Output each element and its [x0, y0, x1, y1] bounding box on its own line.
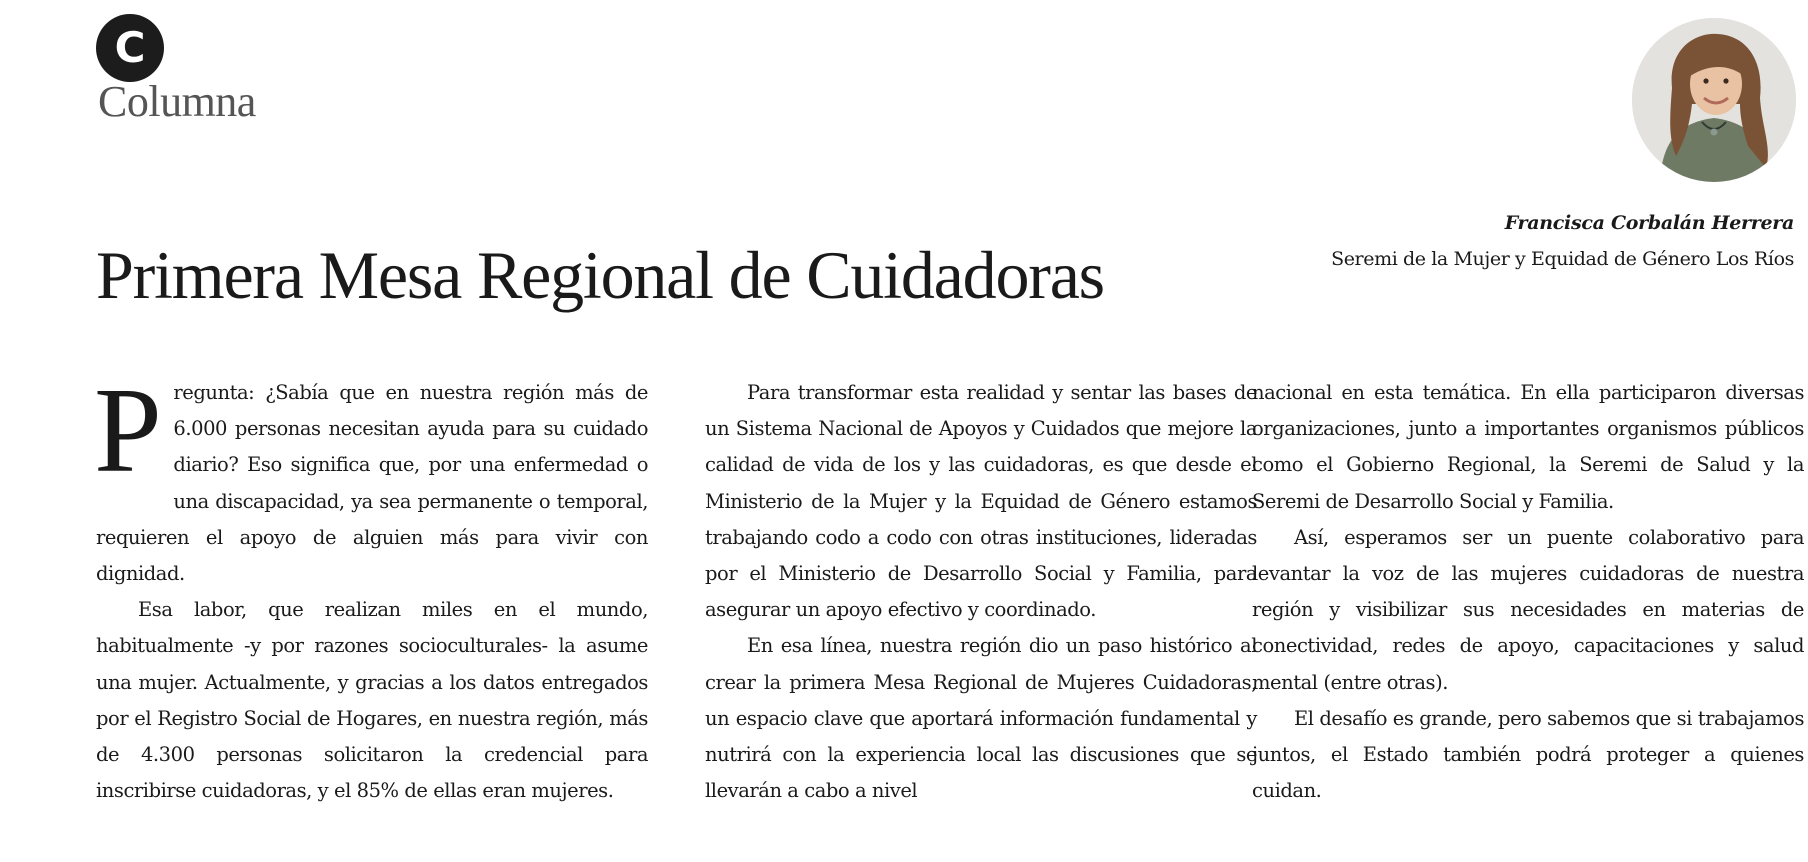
- author-name: Francisca Corbalán Herrera: [1504, 212, 1794, 234]
- article-paragraph: nacional en esta temática. En ella participaron diversas organizaciones, junto a importantes organismos públicos como el Gobierno Regional, la Seremi de Salud y la Seremi de Desarrollo Social y Familia.: [1252, 381, 1804, 513]
- section-label: Columna: [98, 77, 256, 126]
- headline: Primera Mesa Regional de Cuidadoras: [96, 237, 1104, 313]
- section-badge: C: [96, 14, 164, 82]
- article-column-3: [1252, 375, 1804, 809]
- article-paragraph: [94, 363, 648, 592]
- article-paragraph: Esa labor, que realizan miles en el mundo, habitualmente -y por razones socioculturales- la asume una mujer. Actualmente, y gracias a los datos entregados por el Registro Social de Hogares, en nuestra región, más de 4.300 personas solicitaron la credencial para inscribirse cuidadoras, y el 85% de ellas eran mujeres.: [96, 598, 648, 803]
- article-column-1: [94, 363, 648, 809]
- article-paragraph: En esa línea, nuestra región dio un paso histórico al crear la primera Mesa Regional de Mujeres Cuidadoras, un espacio clave que aportará información fundamental y nutrirá con la experiencia local las discusiones que se llevarán a cabo a nivel: [705, 634, 1257, 803]
- drop-cap: P: [94, 363, 162, 498]
- article-paragraph: Así, esperamos ser un puente colaborativo para levantar la voz de las mujeres cuidadoras de nuestra región y visibilizar sus necesidades en materias de conectividad, redes de apoyo, capacitaciones y salud mental (entre otras).: [1252, 525, 1804, 694]
- author-portrait-icon: [1632, 18, 1796, 182]
- author-role: Seremi de la Mujer y Equidad de Género Los Ríos: [1331, 248, 1794, 270]
- article-paragraph: El desafío es grande, pero sabemos que si trabajamos juntos, el Estado también podrá proteger a quienes cuidan.: [1252, 706, 1804, 803]
- author-photo: [1632, 18, 1796, 182]
- paragraph-text: regunta: ¿Sabía que en nuestra región más de 6.000 personas necesitan ayuda para su cuidado diario? Eso significa que, por una enfermedad o una discapacidad, ya sea permanente o temporal, requieren el apoyo de alguien más para vivir con dignidad.: [96, 381, 648, 586]
- article-column-2: [705, 375, 1257, 809]
- article-paragraph: Para transformar esta realidad y sentar las bases de un Sistema Nacional de Apoyos y Cuidados que mejore la calidad de vida de los y las cuidadoras, es que desde el Ministerio de la Mujer y la Equidad de Género estamos trabajando codo a codo con otras instituciones, lideradas por el Ministerio de Desarrollo Social y Familia, para asegurar un apoyo efectivo y coordinado.: [705, 381, 1257, 622]
